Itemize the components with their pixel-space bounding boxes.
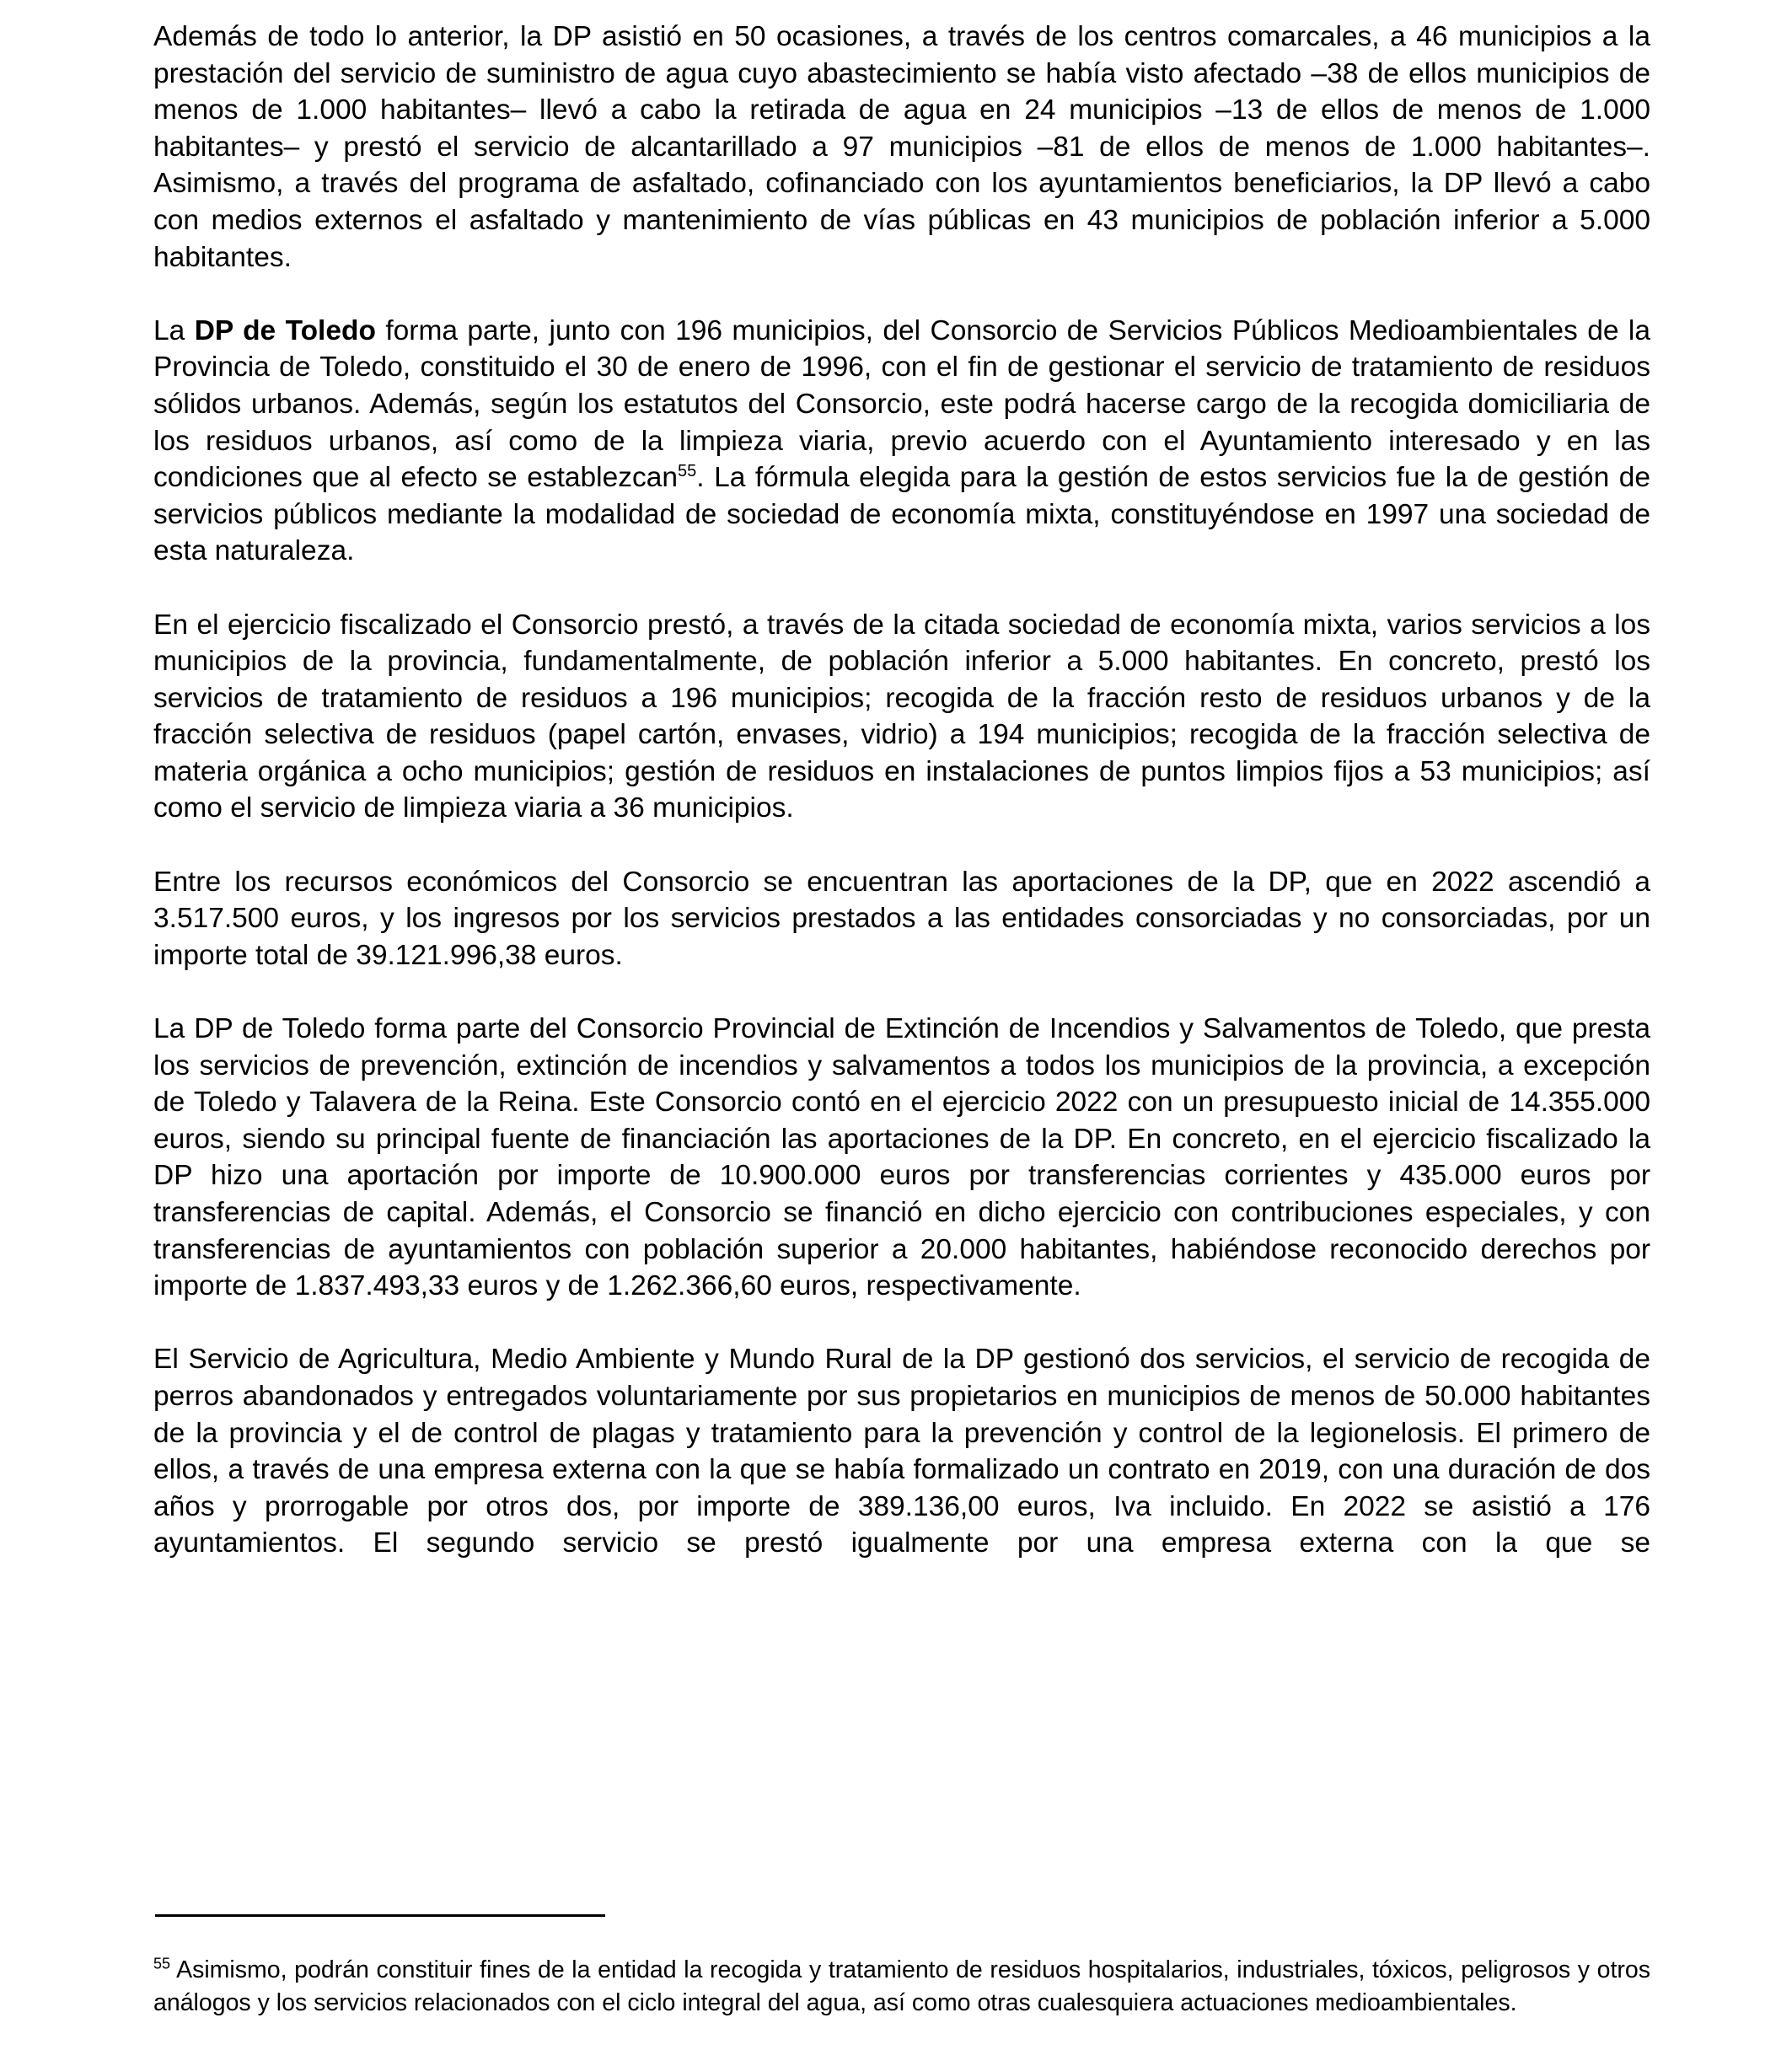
- footnote-reference[interactable]: 55: [677, 461, 697, 480]
- paragraph-recursos-economicos: Entre los recursos económicos del Consorcio se encuentran las aportaciones de la DP, que en 2022 ascendió a 3.517.500 euros, y los ingresos por los servicios prestados a las entidades consorciadas y no consorciadas, por un importe total de 39.121.996,38 euros.: [153, 866, 1650, 971]
- footnote-separator: [155, 1914, 605, 1917]
- paragraph-consorcio-incendios: La DP de Toledo forma parte del Consorcio Provincial de Extinción de Incendios y Salvamentos de Toledo, que presta los servicios de prevención, extinción de incendios y salvamentos a todos los municipios de la provincia, a excepción de Toledo y Talavera de la Reina. Este Consorcio contó en el ejercicio 2022 con un presupuesto inicial de 14.355.000 euros, siendo su principal fuente de financiación las aportaciones de la DP. En concreto, en el ejercicio fiscalizado la DP hizo una aportación por importe de 10.900.000 euros por transferencias corrientes y 435.000 euros por transferencias de capital. Además, el Consorcio se financió en dicho ejercicio con contribuciones especiales, y con transferencias de ayuntamientos con población superior a 20.000 habitantes, habiéndose reconocido derechos por importe de 1.837.493,33 euros y de 1.262.366,60 euros, respectivamente.: [153, 1013, 1650, 1302]
- bold-text: DP de Toledo: [194, 314, 376, 346]
- paragraph-servicio-agricultura: El Servicio de Agricultura, Medio Ambiente y Mundo Rural de la DP gestionó dos servicios, el servicio de recogida de perros abandonados y entregados voluntariamente por sus propietarios en municipios de menos de 50.000 habitantes de la provincia y el de control de plagas y tratamiento para la prevención y control de la legionelosis. El primero de ellos, a través de una empresa externa con la que se había formalizado un contrato en 2019, con una duración de dos años y prorrogable por otros dos, por importe de 389.136,00 euros, Iva incluido. En 2022 se asistió a 176 ayuntamientos. El segundo servicio se prestó igualmente por una empresa externa con la que se: [153, 1344, 1650, 1559]
- paragraph-asistencia-municipios: Además de todo lo anterior, la DP asistió en 50 ocasiones, a través de los centros comarcales, a 46 municipios a la prestación del servicio de suministro de agua cuyo abastecimiento se había visto afectado –38 de ellos municipios de menos de 1.000 habitantes– llevó a cabo la retirada de agua en 24 municipios –13 de ellos de menos de 1.000 habitantes– y prestó el servicio de alcantarillado a 97 municipios –81 de ellos de menos de 1.000 habitantes–. Asimismo, a través del programa de asfaltado, cofinanciado con los ayuntamientos beneficiarios, la DP llevó a cabo con medios externos el asfaltado y mantenimiento de vías públicas en 43 municipios de población inferior a 5.000 habitantes.: [153, 21, 1650, 273]
- footnote: [153, 1954, 1650, 2019]
- paragraph-servicios-consorcio: En el ejercicio fiscalizado el Consorcio prestó, a través de la citada sociedad de economía mixta, varios servicios a los municipios de la provincia, fundamentalmente, de población inferior a 5.000 habitantes. En concreto, prestó los servicios de tratamiento de residuos a 196 municipios; recogida de la fracción resto de residuos urbanos y de la fracción selectiva de residuos (papel cartón, envases, vidrio) a 194 municipios; recogida de la fracción selectiva de materia orgánica a ocho municipios; gestión de residuos en instalaciones de puntos limpios fijos a 53 municipios; así como el servicio de limpieza viaria a 36 municipios.: [153, 609, 1650, 824]
- footnote-number: 55: [153, 1955, 171, 1972]
- text: . La fórmula elegida para la gestión de estos servicios fue la de gestión de servicios públicos mediante la modalidad de sociedad de economía mixta, constituyéndose en 1997 una sociedad de esta naturaleza.: [153, 462, 1650, 567]
- document-body: [153, 19, 1650, 1599]
- footnote-text: Asimismo, podrán constituir fines de la entidad la recogida y tratamiento de residuos hospitalarios, industriales, tóxicos, peligrosos y otros análogos y los servicios relacionados con el ciclo integral del agua, así como otras cualesquiera actuaciones medioambientales.: [153, 1956, 1650, 2016]
- text: forma parte, junto con 196 municipios, del Consorcio de Servicios Públicos Medioambientales de la Provincia de Toledo, constituido el 30 de enero de 1996, con el fin de gestionar el servicio de tratamiento de residuos sólidos urbanos. Además, según los estatutos del Consorcio, este podrá hacerse cargo de la recogida domiciliaria de los residuos urbanos, así como de la limpieza viaria, previo acuerdo con el Ayuntamiento interesado y en las condiciones que al efecto se establezcan: [153, 314, 1650, 494]
- text: La: [153, 314, 195, 346]
- paragraph-consorcio-medioambiental: [153, 313, 1650, 570]
